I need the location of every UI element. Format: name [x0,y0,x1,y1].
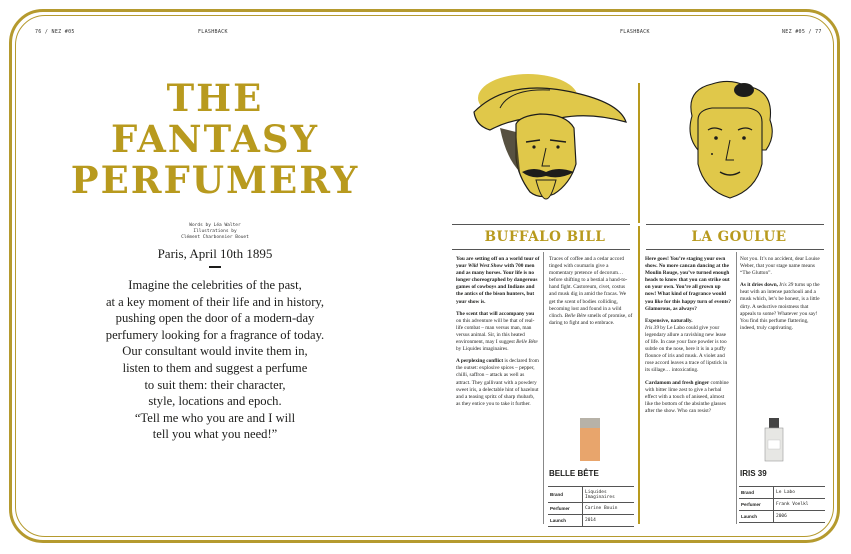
la-goulue-illustration [682,80,778,210]
bottle-cap [769,418,779,428]
paragraph [456,358,540,408]
paragraph [549,256,633,327]
spec-value: Frank Voelkl [774,499,826,511]
bold-text: The scent that will accompany you [456,310,535,317]
paragraph [740,282,824,332]
bold-text: As it dries down, [740,282,780,289]
column-separator [543,252,544,524]
intro-line: pushing open the door of a modern-day [115,311,315,326]
bottle-label [768,440,780,449]
spec-row [739,511,825,523]
spec-row [548,515,634,527]
bold-text: Here goes! You’re staging your own show. No more cancan dancing at the Moulin Rouge, you’ve turned enough heads to know that you can strike out on your own. You’re all grown up now! What kind of fragrance would you like for this happy turn of events? Glamorous, as always? [645,256,731,312]
title-line: THE [166,76,264,120]
bold-text: A perplexing conflict [456,358,504,365]
buffalo-column-2 [549,256,633,332]
spec-value: 2014 [583,515,635,527]
body-text: is declared from the outset: explosive spices – pepper, chilli, saffron – attack as well as attract. They gallivant with a powdery sweet iris, a delectable hint of hazelnut and a teasing spritz of sharp rhubarb, as they entice you to take it further. [456,358,539,407]
beauty-mark [711,153,713,155]
heading-rule-bottom [452,249,630,250]
hair-bun [734,83,754,97]
paragraph [456,311,540,354]
body-text: Not you. It’s no accident, dear Louise Weber, that your stage name means “The Glutton”. [740,256,820,277]
title-line: PERFUMERY [70,158,360,202]
intro-line: to suit them: their character, [144,377,286,392]
italic-text: Belle Bête [516,339,538,346]
italic-text: Belle Bête [564,312,587,319]
bold-text: Expensive, naturally. [645,317,693,324]
goulue-column-2 [740,256,824,337]
page-column-divider [638,226,640,524]
section-label-right: FLASHBACK [620,29,650,35]
body-text: Traces of coffee and a cedar accord tinged with coumarin give a momentary pretence of decorum… before shifting to a bestial a hand-to-hand fight. Castoreum, civet, costus and musk dig in amid the fracas. We get the scent of bodies colliding, becoming lost and found in a wild clinch. [549,256,628,319]
body-text: by Liquides imaginaires. [456,346,509,353]
eye [714,136,718,140]
spec-value: Carine Bouin [583,503,635,515]
belle-bete-specs [548,486,634,527]
iris-39-name: IRIS 39 [740,469,767,478]
spec-value: 2006 [774,511,826,523]
body-text: by Le Labo could give your legendary allure a ravishing new lease of life. In case your face powder is too subtle on the nose, here it is in a puffy flounce of iris and musk. A violet and rose accord leaves a trace of lipstick in its sillage… intoxicating. [645,324,728,374]
italic-text: Iris 39 [645,324,659,331]
italic-text: Wild West Show [467,263,503,270]
credit-line: Clément Charbonnier Bouet [181,235,249,240]
paragraph [645,380,731,415]
intro-line: tell you what you need!” [152,427,278,442]
section-label-left: FLASHBACK [198,29,228,35]
spec-label: Brand [739,487,774,499]
paragraph [740,256,824,277]
body-text: on this adventure will be that of real-life combat – man versus man, man versus animal. Sir, in this heated environment, may I suggest [456,317,535,346]
page-number-right: NEZ #05 / 77 [782,29,822,35]
intro-line: style, locations and epoch. [148,394,282,409]
column-divider-gold [638,83,640,223]
bold-text: Cardamom and fresh ginger [645,379,710,386]
la-goulue-heading: LA GOULUE [691,229,787,245]
intro-line: perfumery looking for a fragrance of today. [105,327,325,342]
spec-value: Liquides Imaginaires [583,487,635,503]
intro-line: Our consultant would invite them in, [122,344,308,359]
bold-text: with 700 men and as many horses. Your life is no longer choreographed by dangerous games of cowboys and Indians and the antics of the bison hunters, but your show is. [456,263,538,305]
body-text: smells of promise, of daring to fight and to embrace. [549,312,633,326]
paragraph [456,256,540,306]
column-separator [736,252,737,524]
article-title [70,78,360,201]
spec-label: Perfumer [739,499,774,511]
iris-39-specs [739,486,825,523]
bold-text: You are setting off on a world tour of your [456,256,540,270]
credit-line: Illustrations by [193,229,237,234]
bottle-cap [580,418,600,428]
buffalo-bill-illustration [470,68,630,220]
title-line: FANTASY [111,117,319,161]
body-text: turns up the heat with an intense patchouli and a musk which, let’s be honest, is a little dirty. A seductive moistness that appeals to some? Whatever you say! You find this perfume flattering, indeed, truly captivating. [740,282,820,331]
eye [532,145,535,148]
eye [742,136,746,140]
intro-line: “Tell me who you are and I will [134,410,296,425]
intro-line: Imagine the celebrities of the past, [128,278,302,292]
iris-39-bottle-image [764,418,784,462]
heading-rule-bottom [646,249,824,250]
page-number-left: 76 / NEZ #05 [35,29,75,35]
credit-line: Words by Léa Walter [189,223,241,228]
spec-row [548,503,634,515]
divider-dash [209,266,221,268]
spec-label: Launch [739,511,774,523]
spec-row [739,487,825,499]
buffalo-column-1 [456,256,540,413]
spec-label: Perfumer [548,503,583,515]
spec-row [739,499,825,511]
spec-label: Launch [548,515,583,527]
face [698,108,762,198]
dateline: Paris, April 10th 1895 [157,246,273,261]
eye [556,145,559,148]
buffalo-bill-heading: BUFFALO BILL [484,229,606,245]
paragraph [645,318,731,375]
paragraph [645,256,731,313]
goulue-column-1 [645,256,731,420]
intro-text [85,277,345,443]
article-credits [150,223,280,241]
spec-value: Le Labo [774,487,826,499]
belle-bete-bottle-image [578,418,602,462]
spec-label: Brand [548,487,583,503]
spec-row [548,487,634,503]
belle-bete-name: BELLE BÊTE [549,469,599,478]
bottle-body [580,428,600,461]
italic-text: Iris 39 [779,282,794,289]
intro-line: listen to them and suggest a perfume [122,360,308,375]
heading-rule-top [452,224,630,225]
intro-line: at a key moment of their life and in history, [105,294,325,309]
body-text: combine with bitter lime zest to give a herbal effect with a touch of aniseed, almost like the bottom of the absinthe glasses after the show. Who can resist? [645,379,729,414]
heading-rule-top [646,224,824,225]
